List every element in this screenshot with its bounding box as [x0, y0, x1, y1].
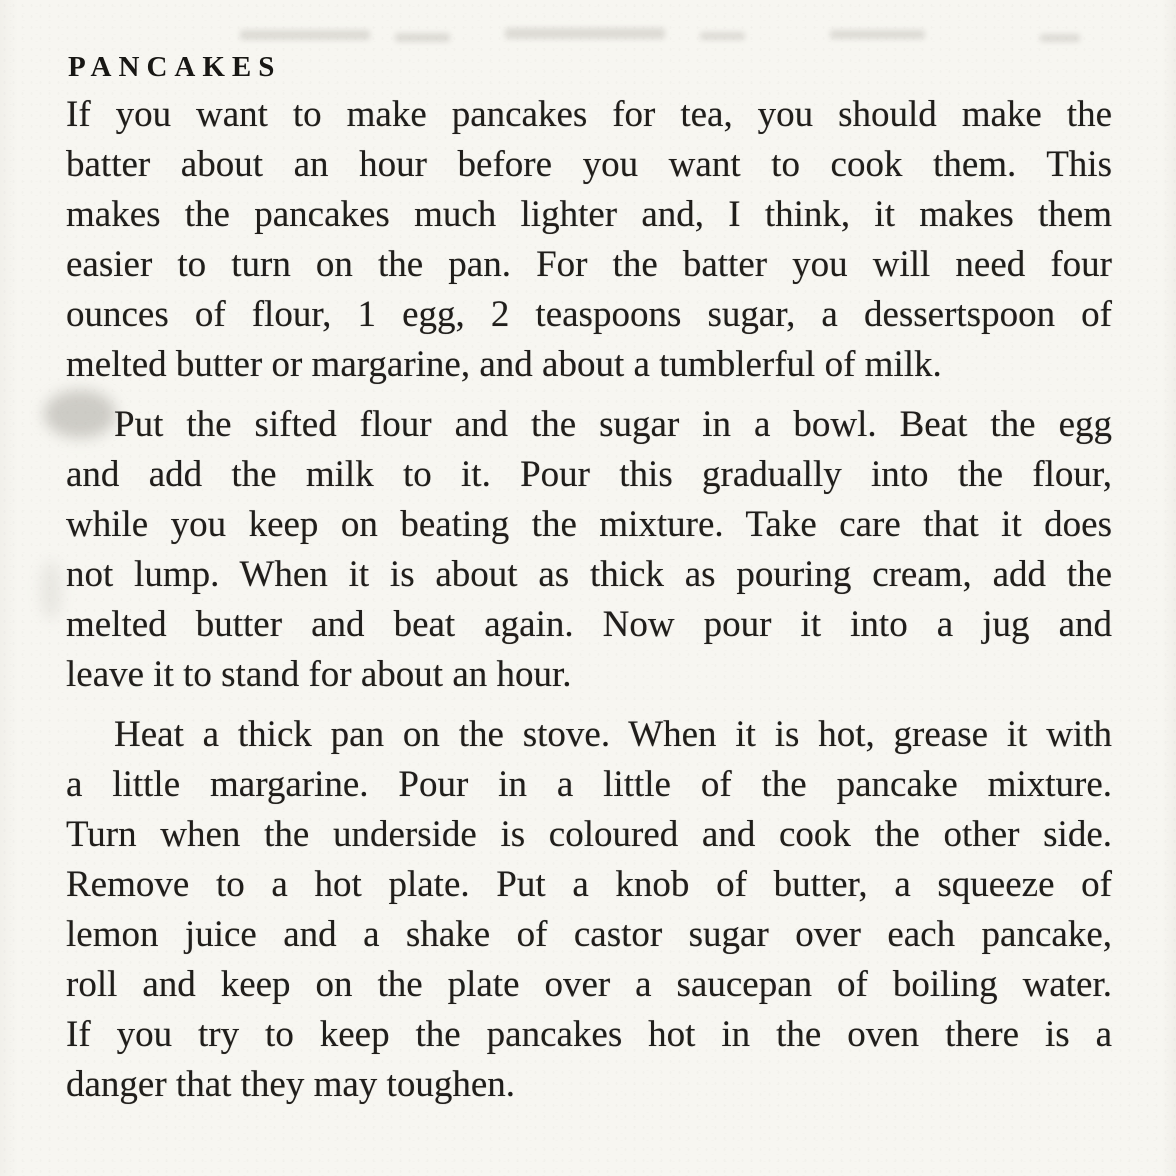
text-line: easier to turn on the pan. For the batter you will need four: [66, 244, 1112, 285]
text-line: Put the sifted flour and the sugar in a bowl. Beat the egg: [114, 404, 1112, 445]
page-title: PANCAKES: [68, 51, 282, 83]
show-through-mark: [505, 28, 665, 39]
text-line: danger that they may toughen.: [66, 1064, 516, 1105]
text-line: while you keep on beating the mixture. Take care that it does: [66, 504, 1112, 545]
show-through-mark: [240, 30, 370, 40]
paragraph: [66, 710, 1112, 1110]
text-line: batter about an hour before you want to cook them. This: [66, 144, 1112, 185]
paragraph: [66, 400, 1112, 700]
text-line: a little margarine. Pour in a little of the pancake mixture.: [66, 764, 1112, 805]
text-line: Remove to a hot plate. Put a knob of butter, a squeeze of: [66, 864, 1112, 905]
margin-smudge: [40, 560, 62, 620]
text-line: not lump. When it is about as thick as pouring cream, add the: [66, 554, 1112, 595]
show-through-mark: [395, 33, 450, 42]
text-line: lemon juice and a shake of castor sugar over each pancake,: [66, 914, 1112, 955]
text-line: and add the milk to it. Pour this gradually into the flour,: [66, 454, 1112, 495]
text-line: melted butter and beat again. Now pour it into a jug and: [66, 604, 1112, 645]
text-line: If you try to keep the pancakes hot in the oven there is a: [66, 1014, 1112, 1055]
text-line: melted butter or margarine, and about a tumblerful of milk.: [66, 344, 942, 385]
text-line: Turn when the underside is coloured and cook the other side.: [66, 814, 1112, 855]
recipe-body: [66, 90, 1112, 1110]
paragraph: [66, 90, 1112, 390]
text-line: makes the pancakes much lighter and, I think, it makes them: [66, 194, 1112, 235]
text-line: If you want to make pancakes for tea, you should make the: [66, 94, 1112, 135]
text-line: roll and keep on the plate over a saucepan of boiling water.: [66, 964, 1112, 1005]
text-line: Heat a thick pan on the stove. When it is hot, grease it with: [114, 714, 1112, 755]
show-through-mark: [700, 32, 745, 40]
text-line: leave it to stand for about an hour.: [66, 654, 572, 695]
text-block: [66, 50, 1112, 1110]
text-line: ounces of flour, 1 egg, 2 teaspoons sugar, a dessertspoon of: [66, 294, 1112, 335]
show-through-mark: [1040, 34, 1080, 42]
show-through-mark: [830, 30, 925, 39]
